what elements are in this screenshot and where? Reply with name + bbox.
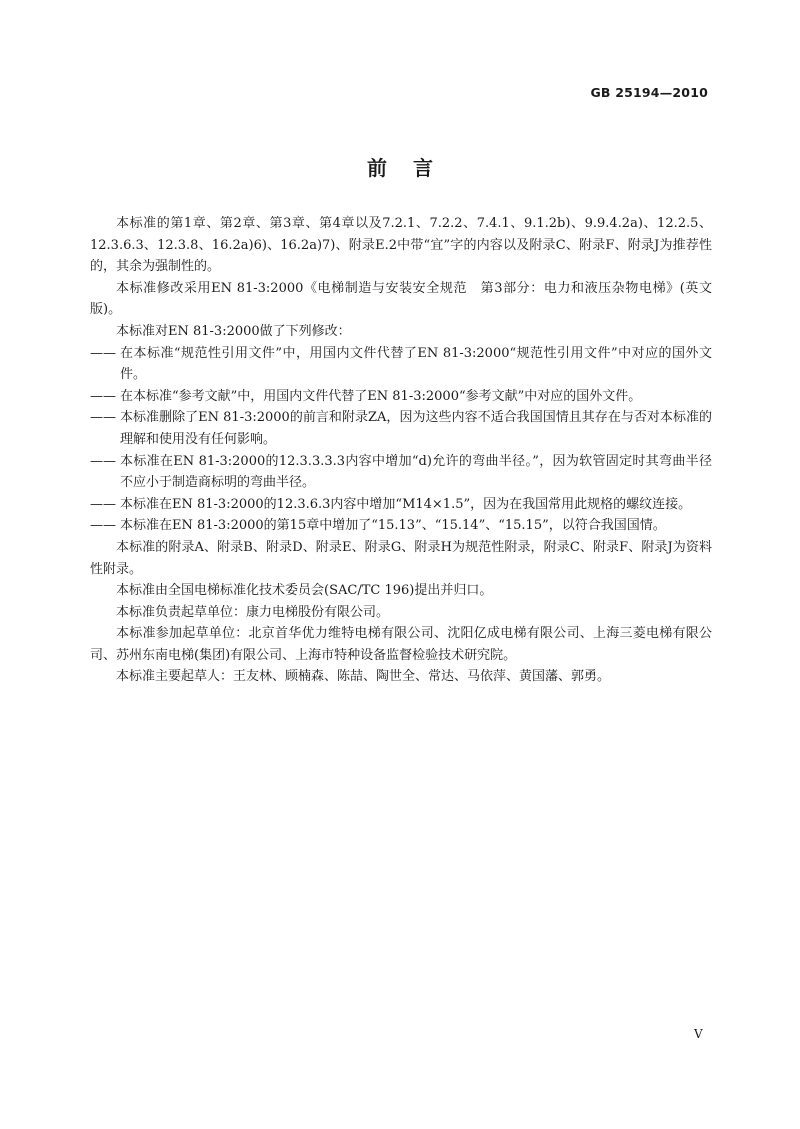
list-item [90, 451, 712, 494]
dash-marker: —— [90, 496, 116, 512]
modification-bibliography: 在本标准“参考文献”中，用国内文件代替了EN 81-3:2000“参考文献”中对应的国外文件。 [120, 388, 642, 404]
dash-marker: —— [90, 453, 116, 469]
paragraph-drafters: 本标准主要起草人：王友林、顾楠森、陈喆、陶世全、常达、马依萍、黄国藩、郭勇。 [116, 669, 611, 685]
dash-marker: —— [90, 388, 116, 404]
list-item [90, 494, 712, 516]
paragraph-scope: 本标准的第1章、第2章、第3章、第4章以及7.2.1、7.2.2、7.4.1、9.1.2b)、9.9.4.2a)、12.2.5、12.3.6.3、12.3.8、16.2a)6)、16.2a)7)、附录E.2中带“宜”字的内容以及附录C、附录F、附录J为推荐性的，其余为强制性的。 [90, 216, 712, 275]
dash-marker: —— [90, 410, 116, 426]
paragraph-modifications-intro: 本标准对EN 81-3:2000做了下列修改： [116, 323, 351, 339]
paragraph-participating-units: 本标准参加起草单位：北京首华优力维特电梯有限公司、沈阳亿成电梯有限公司、上海三菱电梯有限公司、苏州东南电梯(集团)有限公司、上海市特种设备监督检验技术研究院。 [90, 626, 712, 663]
paragraph-annexes: 本标准的附录A、附录B、附录D、附录E、附录G、附录H为规范性附录，附录C、附录F、附录J为资料性附录。 [90, 539, 712, 577]
paragraph-lead-drafter: 本标准负责起草单位：康力电梯股份有限公司。 [116, 604, 390, 620]
modification-normative-refs: 在本标准“规范性引用文件”中，用国内文件代替了EN 81-3:2000“规范性引用文件”中对应的国外文件。 [120, 345, 712, 383]
paragraph-proposer: 本标准由全国电梯标准化技术委员会(SAC/TC 196)提出并归口。 [116, 583, 493, 599]
modification-chapter-15: 本标准在EN 81-3:2000的第15章中增加了“15.13”、“15.14”、“15.15”，以符合我国国情。 [120, 518, 666, 534]
modification-bend-radius: 本标准在EN 81-3:2000的12.3.3.3.3内容中增加“d)允许的弯曲半径。”，因为软管固定时其弯曲半径不应小于制造商标明的弯曲半径。 [120, 453, 712, 491]
list-item [90, 515, 712, 537]
modification-deleted-foreword: 本标准删除了EN 81-3:2000的前言和附录ZA，因为这些内容不适合我国国情且其存在与否对本标准的理解和使用没有任何影响。 [120, 410, 712, 447]
list-item [90, 386, 712, 408]
page-title: 前言 [367, 156, 459, 180]
list-item [90, 407, 712, 450]
paragraph-adoption: 本标准修改采用EN 81-3:2000《电梯制造与安装安全规范 第3部分：电力和液压杂物电梯》(英文版)。 [90, 280, 712, 318]
modification-thread: 本标准在EN 81-3:2000的12.3.6.3内容中增加“M14×1.5”，因为在我国常用此规格的螺纹连接。 [120, 496, 692, 512]
dash-marker: —— [90, 345, 116, 361]
page-number: V [694, 1027, 703, 1041]
dash-marker: —— [90, 518, 116, 534]
list-item [90, 343, 712, 386]
standard-code: GB 25194—2010 [590, 85, 708, 100]
foreword-body [90, 213, 712, 688]
